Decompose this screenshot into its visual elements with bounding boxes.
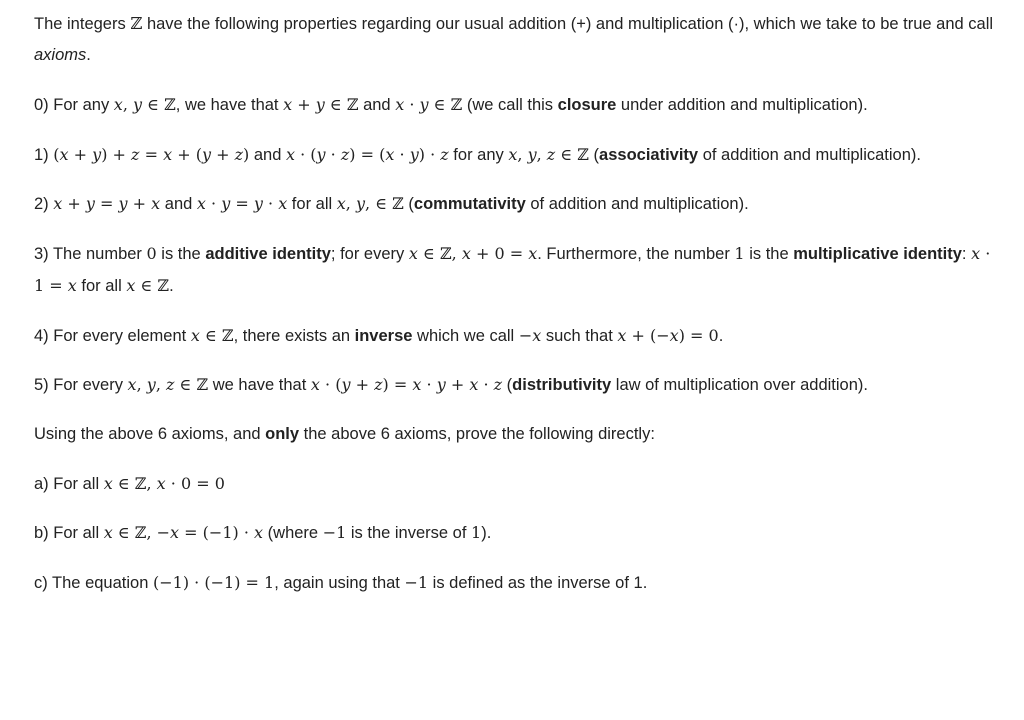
axiom-term: commutativity [413,195,526,214]
axiom-text: which we call [412,326,519,345]
axiom-text: For every [53,376,128,395]
axiom-number: 4) [34,326,49,345]
axiom-number: 5) [34,376,49,395]
axiom-text: such that [541,326,618,345]
math-expression: (x + y) + z = x + (y + z) [53,144,250,164]
axiom-text: ( [588,145,600,164]
axiom-number: 2) [34,195,49,214]
axiom-text: for all [287,195,337,214]
axiom-term: distributivity [512,376,612,395]
axiom-text: ( [502,376,513,395]
part-a [34,468,994,500]
axiom-text: ( [403,195,414,214]
axiom-number: 1) [34,145,49,164]
axiom-4 [34,320,994,352]
document-body [34,8,994,616]
part-text: The equation [52,573,153,592]
intro-text: have the following properties regarding our usual addition (+) and multiplication (·), which we take to be true and call [142,15,994,33]
math-expression: x, y, z ∈ ℤ [508,144,589,164]
axiom-text: law of multiplication over addition). [611,376,868,395]
axiom-0 [34,89,994,121]
math-expression: x ∈ ℤ, x · 0 = 0 [103,473,225,493]
intro-text: . [86,46,91,65]
axiom-text: and [358,96,396,114]
axiom-text: of addition and multiplication). [698,145,921,164]
part-label: c) [34,573,48,592]
axiom-5 [34,369,994,401]
axiom-text: is the [744,244,794,263]
axiom-text: , we have that [175,96,284,114]
instruction-paragraph [34,419,994,450]
part-text: For all [53,474,104,493]
part-text: (where [263,524,323,543]
integers-symbol: ℤ [130,14,143,33]
math-expression: x ∈ ℤ, −x = (−1) · x [103,523,264,543]
axiom-text: we have that [208,376,311,395]
math-expression: x + (−x) = 0 [617,325,719,345]
axiom-text: ; for every [330,244,409,263]
instruction-text: the above 6 axioms, prove the following directly: [299,424,655,443]
math-expression: x, y, ∈ ℤ [336,194,404,214]
math-expression: x ∈ ℤ, x + 0 = x [408,243,538,263]
math-expression: x, y ∈ ℤ [113,95,176,114]
math-expression: 1 [471,523,482,543]
part-label: b) [34,524,49,543]
math-expression: (−1) · (−1) = 1 [152,572,275,592]
math-expression: x ∈ ℤ [190,325,234,345]
axiom-2 [34,188,994,220]
math-expression: x + y ∈ ℤ [283,95,359,114]
part-c [34,567,994,599]
instruction-text: Using the above 6 axioms, and [34,424,266,443]
math-expression: x, y, z ∈ ℤ [127,375,209,395]
axiom-text: for any [448,145,509,164]
axiom-term: associativity [599,145,699,164]
axiom-text: The number [52,244,147,263]
part-b [34,517,994,549]
math-expression: x · y ∈ ℤ [395,95,463,114]
part-label: a) [34,474,49,493]
axiom-text: . [718,326,724,345]
math-expression: x + y = y + x [53,194,161,214]
axiom-3 [34,238,994,303]
math-expression: −x [518,325,542,345]
part-text: is defined as the inverse of 1. [428,573,648,592]
math-expression: x · (y + z) = x · y + x · z [310,375,503,395]
axiom-text: under addition and multiplication). [616,96,868,114]
axiom-text: : [961,244,972,263]
part-text: For all [53,524,104,543]
math-expression: −1 [404,572,429,592]
instruction-emphasis: only [265,424,300,443]
part-text: , again using that [274,573,405,592]
axiom-number: 3) [34,244,49,263]
axiom-text: and [249,145,286,164]
math-expression: x · 1 = x [34,243,991,296]
part-text: is the inverse of [346,524,472,543]
axiom-text: . Furthermore, the number [537,244,735,263]
axiom-text: . [169,277,174,296]
axiom-term: multiplicative identity [793,244,962,263]
math-expression: x · (y · z) = (x · y) · z [285,144,449,164]
math-expression: x · y = y · x [196,194,288,214]
axiom-number: 0) [34,96,49,114]
intro-paragraph [34,8,994,72]
math-expression: 0 [146,243,157,263]
axiom-text: is the [156,244,206,263]
axiom-text: , there exists an [233,326,355,345]
intro-emphasis: axioms [34,46,87,65]
intro-text: The integers [34,15,131,33]
math-expression: 1 [734,243,745,263]
math-expression: x ∈ ℤ [126,276,170,296]
axiom-text: For every element [53,326,191,345]
part-text: ). [481,524,492,543]
math-expression: −1 [322,523,347,543]
axiom-text: and [160,195,197,214]
axiom-text: For any [53,96,114,114]
axiom-text: of addition and multiplication). [525,195,749,214]
axiom-term: inverse [354,326,413,345]
axiom-term: closure [557,96,617,114]
axiom-1 [34,139,994,171]
axiom-text: (we call this [462,96,558,114]
axiom-term: additive identity [205,244,331,263]
axiom-text: for all [76,277,127,296]
